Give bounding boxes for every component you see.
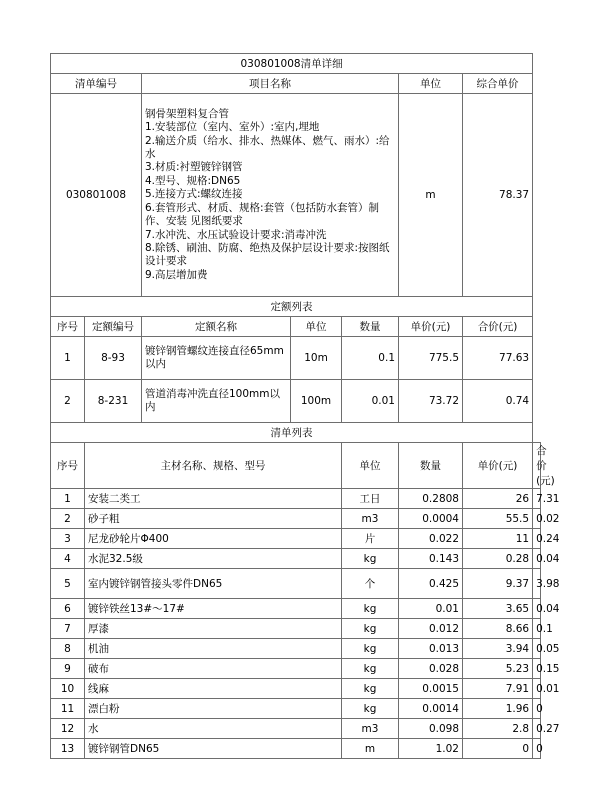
- table-title: 030801008清单详细: [51, 54, 533, 74]
- material-price: 26: [463, 489, 533, 509]
- desc-line: 3.材质:衬塑镀锌钢管: [145, 161, 243, 174]
- quota-code: 8-231: [85, 380, 142, 423]
- quota-header-total: 合价(元): [463, 317, 533, 337]
- material-unit: kg: [342, 639, 399, 659]
- material-name: 破布: [85, 659, 342, 679]
- material-qty: 1.02: [399, 739, 463, 759]
- item-price: 78.37: [463, 94, 533, 297]
- desc-line: 7.水冲洗、水压试验设计要求:消毒冲洗: [145, 228, 327, 241]
- material-row: [51, 549, 541, 569]
- material-qty: 0.2808: [399, 489, 463, 509]
- material-qty: 0.0004: [399, 509, 463, 529]
- material-qty: 0.012: [399, 619, 463, 639]
- material-price: 1.96: [463, 699, 533, 719]
- materials-header-total: 合价(元): [533, 443, 541, 489]
- material-name: 水: [85, 719, 342, 739]
- material-total: 0.27: [533, 719, 541, 739]
- material-price: 3.65: [463, 599, 533, 619]
- material-qty: 0.0014: [399, 699, 463, 719]
- material-unit: 个: [342, 569, 399, 599]
- quota-total: 0.74: [463, 380, 533, 423]
- header-code: 清单编号: [51, 74, 142, 94]
- material-unit: 工日: [342, 489, 399, 509]
- material-unit: m3: [342, 509, 399, 529]
- bill-detail-table: [50, 53, 560, 759]
- desc-line: 5.连接方式:螺纹连接: [145, 188, 243, 201]
- material-price: 3.94: [463, 639, 533, 659]
- material-name: 砂子粗: [85, 509, 342, 529]
- material-unit: kg: [342, 679, 399, 699]
- material-name: 安装二类工: [85, 489, 342, 509]
- quota-total: 77.63: [463, 337, 533, 380]
- material-total: 0: [533, 699, 541, 719]
- material-price: 0.28: [463, 549, 533, 569]
- material-total: 7.31: [533, 489, 541, 509]
- quota-name: 管道消毒冲洗直径100mm以内: [142, 380, 291, 423]
- quota-section-title: 定额列表: [51, 297, 533, 317]
- material-row: [51, 659, 541, 679]
- quota-header-unit: 单位: [291, 317, 342, 337]
- material-qty: 0.028: [399, 659, 463, 679]
- materials-section-title: 清单列表: [51, 423, 533, 443]
- material-row: [51, 739, 541, 759]
- quota-qty: 0.1: [342, 337, 399, 380]
- desc-line: 6.套管形式、材质、规格:套管（包括防水套管）制作、安装 见图纸要求: [145, 201, 380, 228]
- material-name: 镀锌钢管DN65: [85, 739, 342, 759]
- material-seq: 9: [51, 659, 85, 679]
- material-unit: kg: [342, 699, 399, 719]
- material-unit: 片: [342, 529, 399, 549]
- item-code: 030801008: [51, 94, 142, 297]
- material-total: 0.01: [533, 679, 541, 699]
- material-row: [51, 639, 541, 659]
- header-unit: 单位: [399, 74, 463, 94]
- material-name: 机油: [85, 639, 342, 659]
- material-total: 3.98: [533, 569, 541, 599]
- quota-header-price: 单价(元): [399, 317, 463, 337]
- material-unit: kg: [342, 619, 399, 639]
- materials-body: [51, 489, 560, 759]
- quota-qty: 0.01: [342, 380, 399, 423]
- material-row: [51, 489, 541, 509]
- material-name: 水泥32.5级: [85, 549, 342, 569]
- material-seq: 13: [51, 739, 85, 759]
- materials-header-unit: 单位: [342, 443, 399, 489]
- material-qty: 0.013: [399, 639, 463, 659]
- material-total: 0.04: [533, 599, 541, 619]
- material-qty: 0.143: [399, 549, 463, 569]
- material-total: 0: [533, 739, 541, 759]
- material-qty: 0.01: [399, 599, 463, 619]
- material-name: 漂白粉: [85, 699, 342, 719]
- materials-header-qty: 数量: [399, 443, 463, 489]
- desc-line: 9.高层增加费: [145, 268, 208, 281]
- quota-row: [51, 380, 541, 423]
- material-seq: 11: [51, 699, 85, 719]
- desc-line: 1.安装部位（室内、室外）:室内,埋地: [145, 121, 320, 134]
- material-row: [51, 679, 541, 699]
- material-row: [51, 719, 541, 739]
- material-seq: 2: [51, 509, 85, 529]
- material-price: 11: [463, 529, 533, 549]
- quota-price: 73.72: [399, 380, 463, 423]
- material-price: 9.37: [463, 569, 533, 599]
- desc-line: 4.型号、规格:DN65: [145, 174, 241, 187]
- quota-price: 775.5: [399, 337, 463, 380]
- quota-name: 镀锌钢管螺纹连接直径65mm以内: [142, 337, 291, 380]
- material-unit: kg: [342, 659, 399, 679]
- material-seq: 4: [51, 549, 85, 569]
- material-unit: m: [342, 739, 399, 759]
- quota-header-qty: 数量: [342, 317, 399, 337]
- material-qty: 0.098: [399, 719, 463, 739]
- material-total: 0.02: [533, 509, 541, 529]
- material-price: 55.5: [463, 509, 533, 529]
- material-price: 5.23: [463, 659, 533, 679]
- materials-header-name: 主材名称、规格、型号: [85, 443, 342, 489]
- quota-row: [51, 337, 541, 380]
- material-row: [51, 529, 541, 549]
- header-price: 综合单价: [463, 74, 533, 94]
- quota-header-seq: 序号: [51, 317, 85, 337]
- materials-header-price: 单价(元): [463, 443, 533, 489]
- material-total: 0.24: [533, 529, 541, 549]
- material-total: 0.04: [533, 549, 541, 569]
- material-qty: 0.022: [399, 529, 463, 549]
- material-price: 2.8: [463, 719, 533, 739]
- quota-header-code: 定额编号: [85, 317, 142, 337]
- material-seq: 6: [51, 599, 85, 619]
- desc-line: 2.输送介质（给水、排水、热媒体、燃气、雨水）:给水: [145, 134, 390, 161]
- material-name: 线麻: [85, 679, 342, 699]
- desc-line: 钢骨架塑料复合管: [145, 107, 229, 120]
- desc-line: 8.除锈、刷油、防腐、绝热及保护层设计要求:按图纸设计要求: [145, 241, 390, 268]
- material-price: 7.91: [463, 679, 533, 699]
- material-qty: 0.425: [399, 569, 463, 599]
- material-qty: 0.0015: [399, 679, 463, 699]
- material-name: 尼龙砂轮片Φ400: [85, 529, 342, 549]
- material-seq: 8: [51, 639, 85, 659]
- material-name: 镀锌铁丝13#～17#: [85, 599, 342, 619]
- material-row: [51, 599, 541, 619]
- material-unit: kg: [342, 549, 399, 569]
- material-row: [51, 509, 541, 529]
- material-seq: 1: [51, 489, 85, 509]
- material-price: 8.66: [463, 619, 533, 639]
- material-seq: 5: [51, 569, 85, 599]
- material-name: 室内镀锌钢管接头零件DN65: [85, 569, 342, 599]
- quota-seq: 1: [51, 337, 85, 380]
- quota-code: 8-93: [85, 337, 142, 380]
- material-seq: 3: [51, 529, 85, 549]
- material-seq: 10: [51, 679, 85, 699]
- material-name: 厚漆: [85, 619, 342, 639]
- quota-unit: 100m: [291, 380, 342, 423]
- quota-header-name: 定额名称: [142, 317, 291, 337]
- quota-unit: 10m: [291, 337, 342, 380]
- material-total: 0.15: [533, 659, 541, 679]
- quota-seq: 2: [51, 380, 85, 423]
- material-row: [51, 569, 541, 599]
- material-seq: 7: [51, 619, 85, 639]
- material-unit: kg: [342, 599, 399, 619]
- header-name: 项目名称: [142, 74, 399, 94]
- materials-header-seq: 序号: [51, 443, 85, 489]
- material-price: 0: [463, 739, 533, 759]
- material-row: [51, 699, 541, 719]
- item-unit: m: [399, 94, 463, 297]
- material-row: [51, 619, 541, 639]
- material-unit: m3: [342, 719, 399, 739]
- material-total: 0.05: [533, 639, 541, 659]
- material-total: 0.1: [533, 619, 541, 639]
- item-description: [142, 94, 399, 297]
- material-seq: 12: [51, 719, 85, 739]
